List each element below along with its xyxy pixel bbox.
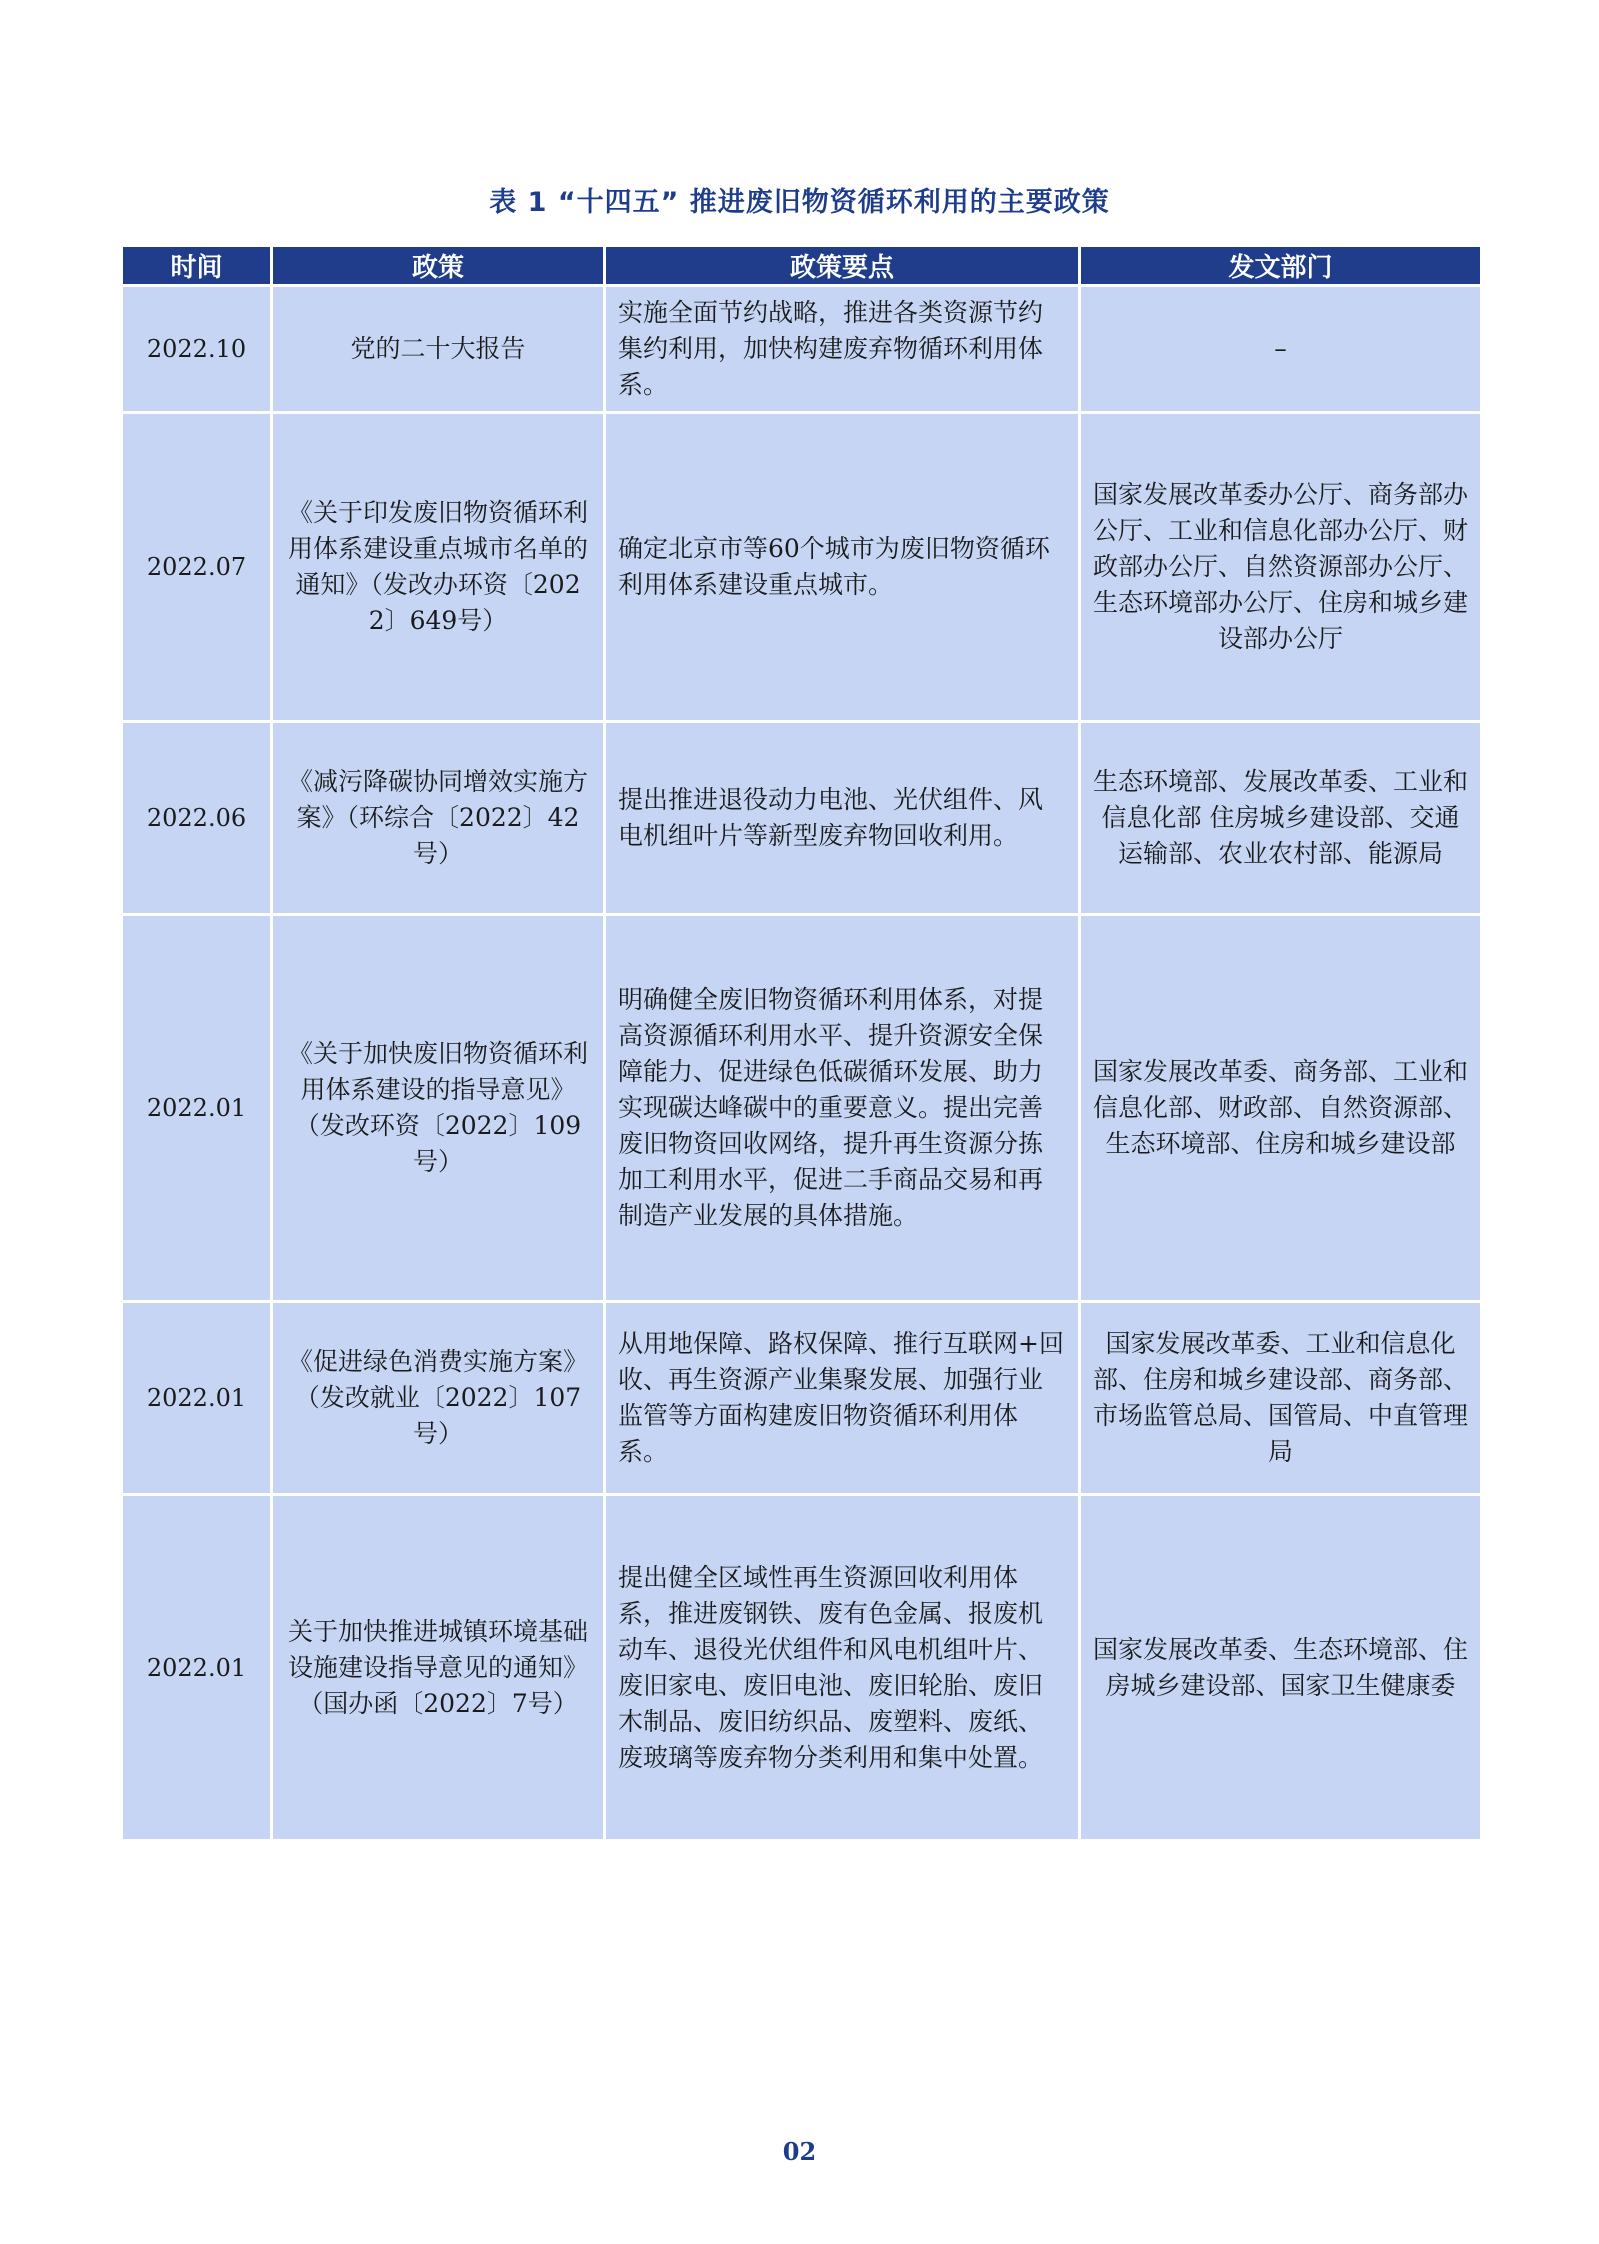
cell-dept: 国家发展改革委、工业和信息化部、住房和城乡建设部、商务部、市场监管总局、国管局、中直管理局: [1081, 1303, 1480, 1493]
table-header-row: [123, 247, 1480, 284]
cell-dept: 国家发展改革委、生态环境部、住房城乡建设部、国家卫生健康委: [1081, 1496, 1480, 1839]
table-row: [123, 1303, 1480, 1493]
cell-points: 实施全面节约战略，推进各类资源节约集约利用，加快构建废弃物循环利用体系。: [606, 287, 1078, 411]
cell-points: 提出健全区域性再生资源回收利用体系，推进废钢铁、废有色金属、报废机动车、退役光伏组件和风电机组叶片、废旧家电、废旧电池、废旧轮胎、废旧木制品、废旧纺织品、废塑料、废纸、废玻璃等废弃物分类利用和集中处置。: [606, 1496, 1078, 1839]
table-row: [123, 723, 1480, 913]
table-row: [123, 287, 1480, 411]
cell-policy: 党的二十大报告: [273, 287, 603, 411]
cell-time: 2022.07: [123, 414, 270, 720]
table-row: [123, 414, 1480, 720]
cell-time: 2022.10: [123, 287, 270, 411]
header-points: 政策要点: [606, 247, 1078, 284]
cell-points: 提出推进退役动力电池、光伏组件、风电机组叶片等新型废弃物回收利用。: [606, 723, 1078, 913]
table-row: [123, 916, 1480, 1300]
cell-dept: 国家发展改革委办公厅、商务部办公厅、工业和信息化部办公厅、财政部办公厅、自然资源部办公厅、生态环境部办公厅、住房和城乡建设部办公厅: [1081, 414, 1480, 720]
header-time: 时间: [123, 247, 270, 284]
cell-points: 明确健全废旧物资循环利用体系，对提高资源循环利用水平、提升资源安全保障能力、促进绿色低碳循环发展、助力实现碳达峰碳中的重要意义。提出完善废旧物资回收网络，提升再生资源分拣加工利用水平，促进二手商品交易和再制造产业发展的具体措施。: [606, 916, 1078, 1300]
cell-policy: 关于加快推进城镇环境基础设施建设指导意见的通知》（国办函〔2022〕7号）: [273, 1496, 603, 1839]
cell-time: 2022.06: [123, 723, 270, 913]
table-title: 表 1 “十四五” 推进废旧物资循环利用的主要政策: [489, 187, 1110, 218]
policy-table: [120, 244, 1483, 1842]
cell-policy: 《关于印发废旧物资循环利用体系建设重点城市名单的通知》（发改办环资〔2022〕649号）: [273, 414, 603, 720]
cell-time: 2022.01: [123, 1303, 270, 1493]
cell-dept: 生态环境部、发展改革委、工业和信息化部 住房城乡建设部、交通运输部、农业农村部、能源局: [1081, 723, 1480, 913]
page-number: 02: [782, 2137, 817, 2166]
cell-dept: –: [1081, 287, 1480, 411]
cell-policy: 《关于加快废旧物资循环利用体系建设的指导意见》（发改环资〔2022〕109号）: [273, 916, 603, 1300]
header-policy: 政策: [273, 247, 603, 284]
cell-policy: 《促进绿色消费实施方案》（发改就业〔2022〕107号）: [273, 1303, 603, 1493]
cell-points: 从用地保障、路权保障、推行互联网+回收、再生资源产业集聚发展、加强行业监管等方面构建废旧物资循环利用体系。: [606, 1303, 1078, 1493]
cell-time: 2022.01: [123, 1496, 270, 1839]
cell-time: 2022.01: [123, 916, 270, 1300]
cell-points: 确定北京市等60个城市为废旧物资循环利用体系建设重点城市。: [606, 414, 1078, 720]
header-dept: 发文部门: [1081, 247, 1480, 284]
cell-dept: 国家发展改革委、商务部、工业和信息化部、财政部、自然资源部、生态环境部、住房和城乡建设部: [1081, 916, 1480, 1300]
cell-policy: 《减污降碳协同增效实施方案》（环综合〔2022〕42号）: [273, 723, 603, 913]
table-row: [123, 1496, 1480, 1839]
